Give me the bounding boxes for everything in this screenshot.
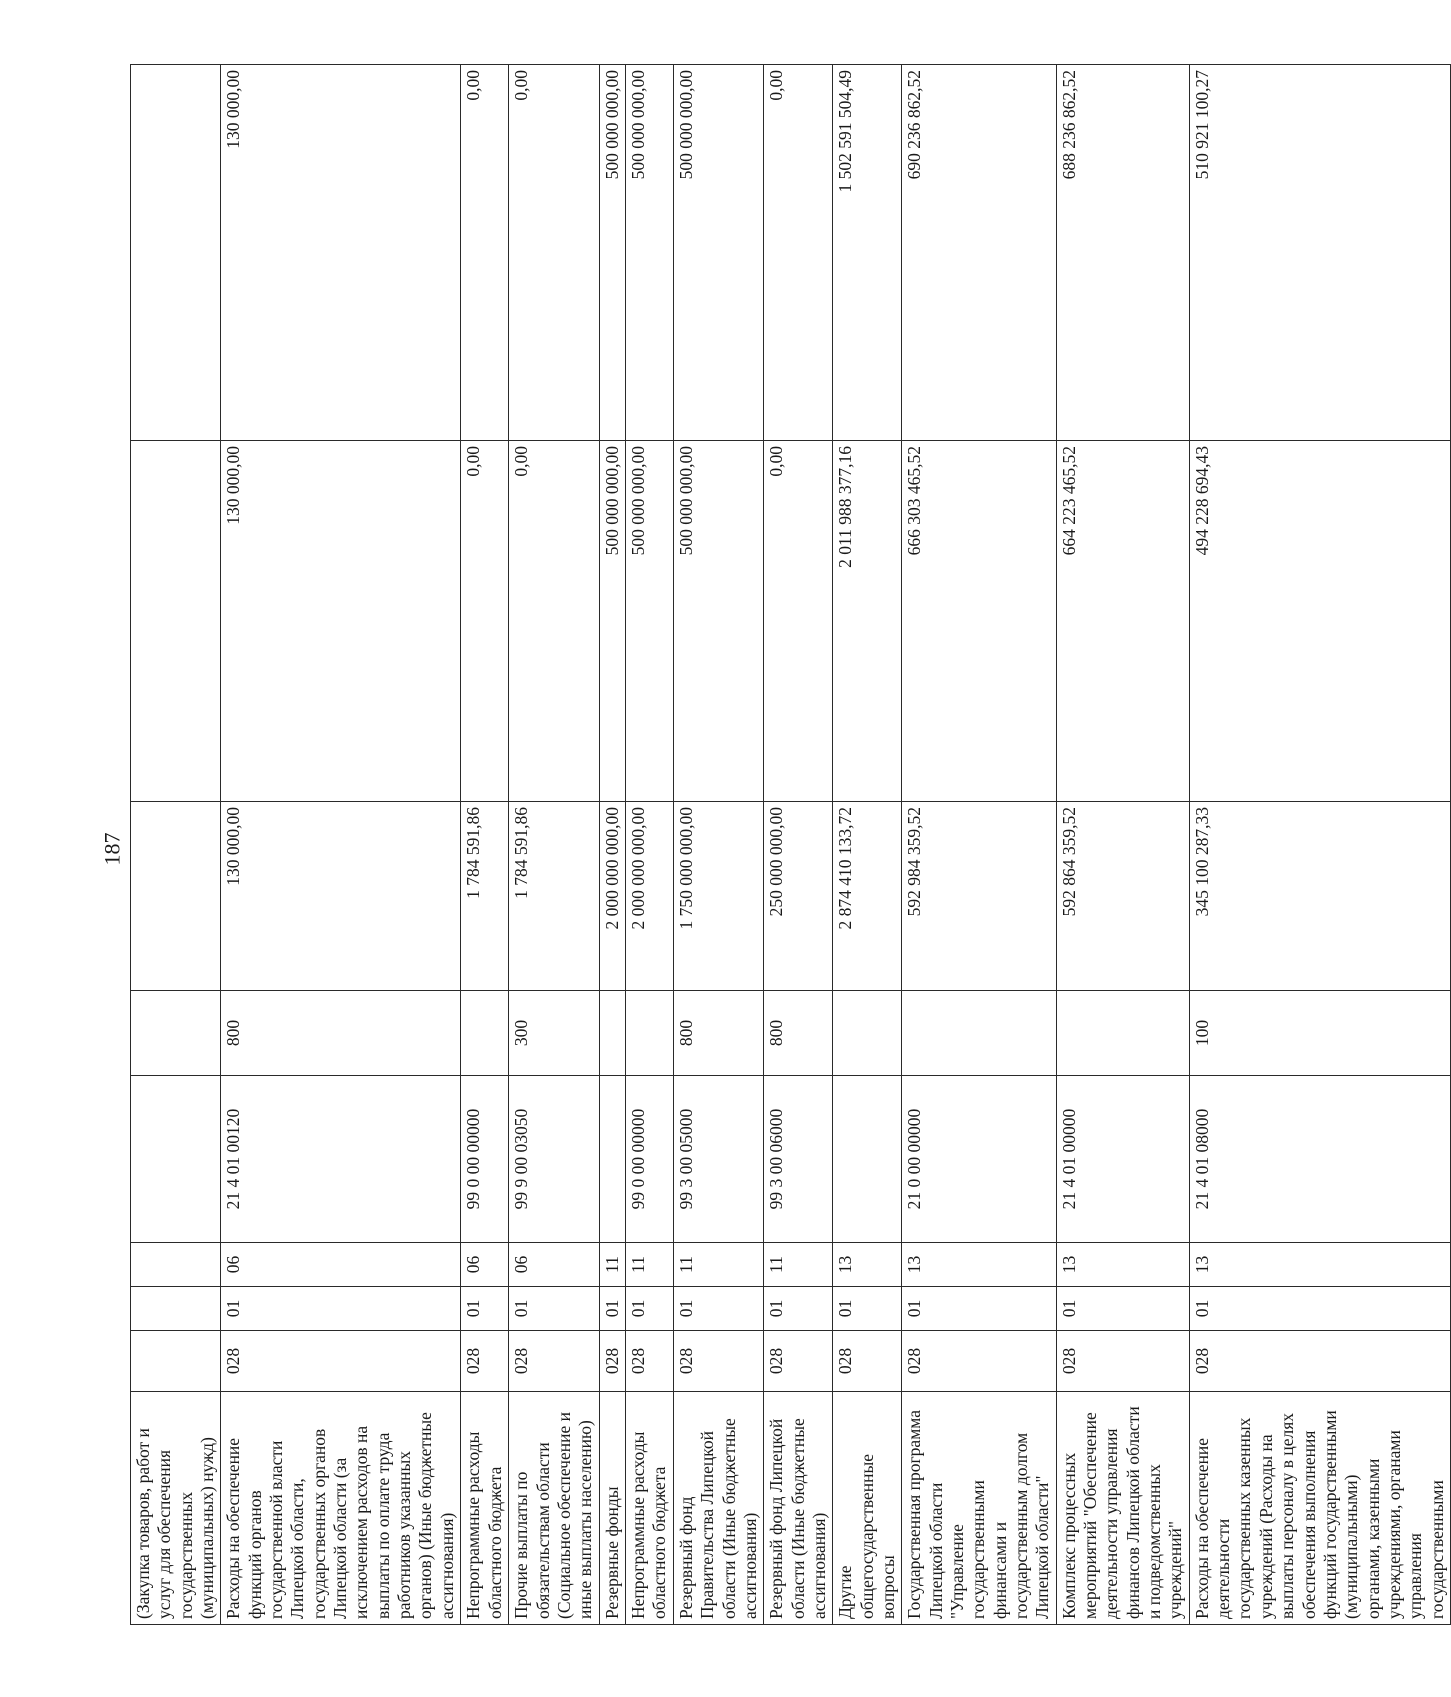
target-article-cell [833,1076,902,1243]
amount-year2-cell: 494 228 694,43 [1189,441,1450,802]
amount-year2-cell: 500 000 000,00 [625,441,673,802]
amount-year1-cell: 2 000 000 000,00 [625,802,673,991]
amount-year1-cell: 592 984 359,52 [902,802,1056,991]
amount-year1-cell: 250 000 000,00 [764,802,833,991]
subsection-code-cell: 11 [764,1243,833,1287]
admin-code-cell: 028 [673,1331,763,1392]
table-row [461,65,509,1625]
amount-year3-cell: 510 921 100,27 [1189,65,1450,441]
expense-name-cell: Непрограммные расходы областного бюджета [461,1392,509,1625]
admin-code-cell: 028 [902,1331,1056,1392]
table-row [599,65,625,1625]
section-code-cell: 01 [509,1287,599,1331]
expense-name-cell: Резервные фонды [599,1392,625,1625]
amount-year3-cell: 500 000 000,00 [599,65,625,441]
amount-year1-cell: 2 000 000 000,00 [599,802,625,991]
table-row [131,65,221,1625]
expense-name-cell: Прочие выплаты по обязательствам области (Социальное обеспечение и иные выплаты населению) [509,1392,599,1625]
amount-year3-cell: 1 502 591 504,49 [833,65,902,441]
table-row [509,65,599,1625]
expense-type-cell [599,991,625,1076]
table-row [902,65,1056,1625]
amount-year2-cell [131,441,221,802]
admin-code-cell: 028 [599,1331,625,1392]
expense-name-cell: Расходы на обеспечение функций органов государственной власти Липецкой области, государственных органов Липецкой области (за исключением расходов на выплаты по оплате труда работников указанных органов) (Иные бюджетные ассигнования) [221,1392,461,1625]
subsection-code-cell: 06 [221,1243,461,1287]
subsection-code-cell: 13 [833,1243,902,1287]
section-code-cell: 01 [764,1287,833,1331]
section-code-cell: 01 [1056,1287,1189,1331]
expense-type-cell: 800 [673,991,763,1076]
admin-code-cell: 028 [1056,1331,1189,1392]
section-code-cell: 01 [221,1287,461,1331]
page-number: 187 [99,832,125,866]
expense-type-cell [902,991,1056,1076]
table-row [764,65,833,1625]
section-code-cell: 01 [902,1287,1056,1331]
target-article-cell: 99 3 00 05000 [673,1076,763,1243]
expense-type-cell: 100 [1189,991,1450,1076]
amount-year1-cell: 1 784 591,86 [461,802,509,991]
expense-type-cell [131,991,221,1076]
expense-type-cell [461,991,509,1076]
amount-year2-cell: 0,00 [764,441,833,802]
section-code-cell: 01 [673,1287,763,1331]
subsection-code-cell: 11 [599,1243,625,1287]
amount-year2-cell: 0,00 [509,441,599,802]
amount-year3-cell: 500 000 000,00 [625,65,673,441]
target-article-cell [599,1076,625,1243]
amount-year2-cell: 666 303 465,52 [902,441,1056,802]
amount-year2-cell: 0,00 [461,441,509,802]
target-article-cell: 99 3 00 06000 [764,1076,833,1243]
admin-code-cell [131,1331,221,1392]
amount-year1-cell [131,802,221,991]
expense-name-cell: Другие общегосударственные вопросы [833,1392,902,1625]
expense-type-cell [833,991,902,1076]
target-article-cell: 21 4 01 00120 [221,1076,461,1243]
section-code-cell: 01 [625,1287,673,1331]
expense-name-cell: Государственная программа Липецкой области "Управление государственными финансами и государственным долгом Липецкой области" [902,1392,1056,1625]
rotated-table-frame [130,65,1447,1625]
amount-year1-cell: 130 000,00 [221,802,461,991]
expense-name-cell: Комплекс процессных мероприятий "Обеспечение деятельности управления финансов Липецкой области и подведомственных учреждений" [1056,1392,1189,1625]
amount-year1-cell: 1 750 000 000,00 [673,802,763,991]
table-row [673,65,763,1625]
expense-name-cell: Резервный фонд Правительства Липецкой области (Иные бюджетные ассигнования) [673,1392,763,1625]
amount-year2-cell: 130 000,00 [221,441,461,802]
expense-type-cell [1056,991,1189,1076]
amount-year3-cell: 0,00 [461,65,509,441]
admin-code-cell: 028 [833,1331,902,1392]
admin-code-cell: 028 [221,1331,461,1392]
amount-year3-cell [131,65,221,441]
subsection-code-cell [131,1243,221,1287]
table-row [625,65,673,1625]
budget-table [130,64,1451,1625]
expense-type-cell: 800 [764,991,833,1076]
section-code-cell [131,1287,221,1331]
section-code-cell: 01 [599,1287,625,1331]
expense-type-cell: 300 [509,991,599,1076]
subsection-code-cell: 11 [673,1243,763,1287]
section-code-cell: 01 [833,1287,902,1331]
amount-year3-cell: 688 236 862,52 [1056,65,1189,441]
amount-year1-cell: 592 864 359,52 [1056,802,1189,991]
expense-type-cell: 800 [221,991,461,1076]
table-row [221,65,461,1625]
budget-table-container [130,65,1447,1625]
target-article-cell: 99 0 00 00000 [625,1076,673,1243]
admin-code-cell: 028 [625,1331,673,1392]
expense-name-cell: Непрограммные расходы областного бюджета [625,1392,673,1625]
admin-code-cell: 028 [461,1331,509,1392]
amount-year3-cell: 500 000 000,00 [673,65,763,441]
subsection-code-cell: 13 [902,1243,1056,1287]
amount-year1-cell: 1 784 591,86 [509,802,599,991]
subsection-code-cell: 13 [1189,1243,1450,1287]
subsection-code-cell: 11 [625,1243,673,1287]
section-code-cell: 01 [1189,1287,1450,1331]
target-article-cell: 21 4 01 08000 [1189,1076,1450,1243]
admin-code-cell: 028 [1189,1331,1450,1392]
admin-code-cell: 028 [764,1331,833,1392]
amount-year3-cell: 0,00 [509,65,599,441]
amount-year2-cell: 500 000 000,00 [599,441,625,802]
amount-year3-cell: 130 000,00 [221,65,461,441]
table-row [1189,65,1450,1625]
subsection-code-cell: 06 [461,1243,509,1287]
amount-year2-cell: 664 223 465,52 [1056,441,1189,802]
subsection-code-cell: 13 [1056,1243,1189,1287]
table-row [1056,65,1189,1625]
amount-year1-cell: 2 874 410 133,72 [833,802,902,991]
expense-type-cell [625,991,673,1076]
admin-code-cell: 028 [509,1331,599,1392]
section-code-cell: 01 [461,1287,509,1331]
expense-name-cell: (Закупка товаров, работ и услуг для обеспечения государственных (муниципальных) нужд) [131,1392,221,1625]
amount-year2-cell: 500 000 000,00 [673,441,763,802]
amount-year3-cell: 690 236 862,52 [902,65,1056,441]
expense-name-cell: Расходы на обеспечение деятельности государственных казенных учреждений (Расходы на выплаты персоналу в целях обеспечения выполнения функций государственными (муниципальными) органами, казенными учреждениями, органами управления государственными [1189,1392,1450,1625]
target-article-cell: 21 4 01 00000 [1056,1076,1189,1243]
target-article-cell: 21 0 00 00000 [902,1076,1056,1243]
amount-year3-cell: 0,00 [764,65,833,441]
table-row [833,65,902,1625]
amount-year2-cell: 2 011 988 377,16 [833,441,902,802]
expense-name-cell: Резервный фонд Липецкой области (Иные бюджетные ассигнования) [764,1392,833,1625]
amount-year1-cell: 345 100 287,33 [1189,802,1450,991]
subsection-code-cell: 06 [509,1243,599,1287]
target-article-cell [131,1076,221,1243]
target-article-cell: 99 0 00 00000 [461,1076,509,1243]
target-article-cell: 99 9 00 03050 [509,1076,599,1243]
budget-table-body [131,65,1451,1625]
